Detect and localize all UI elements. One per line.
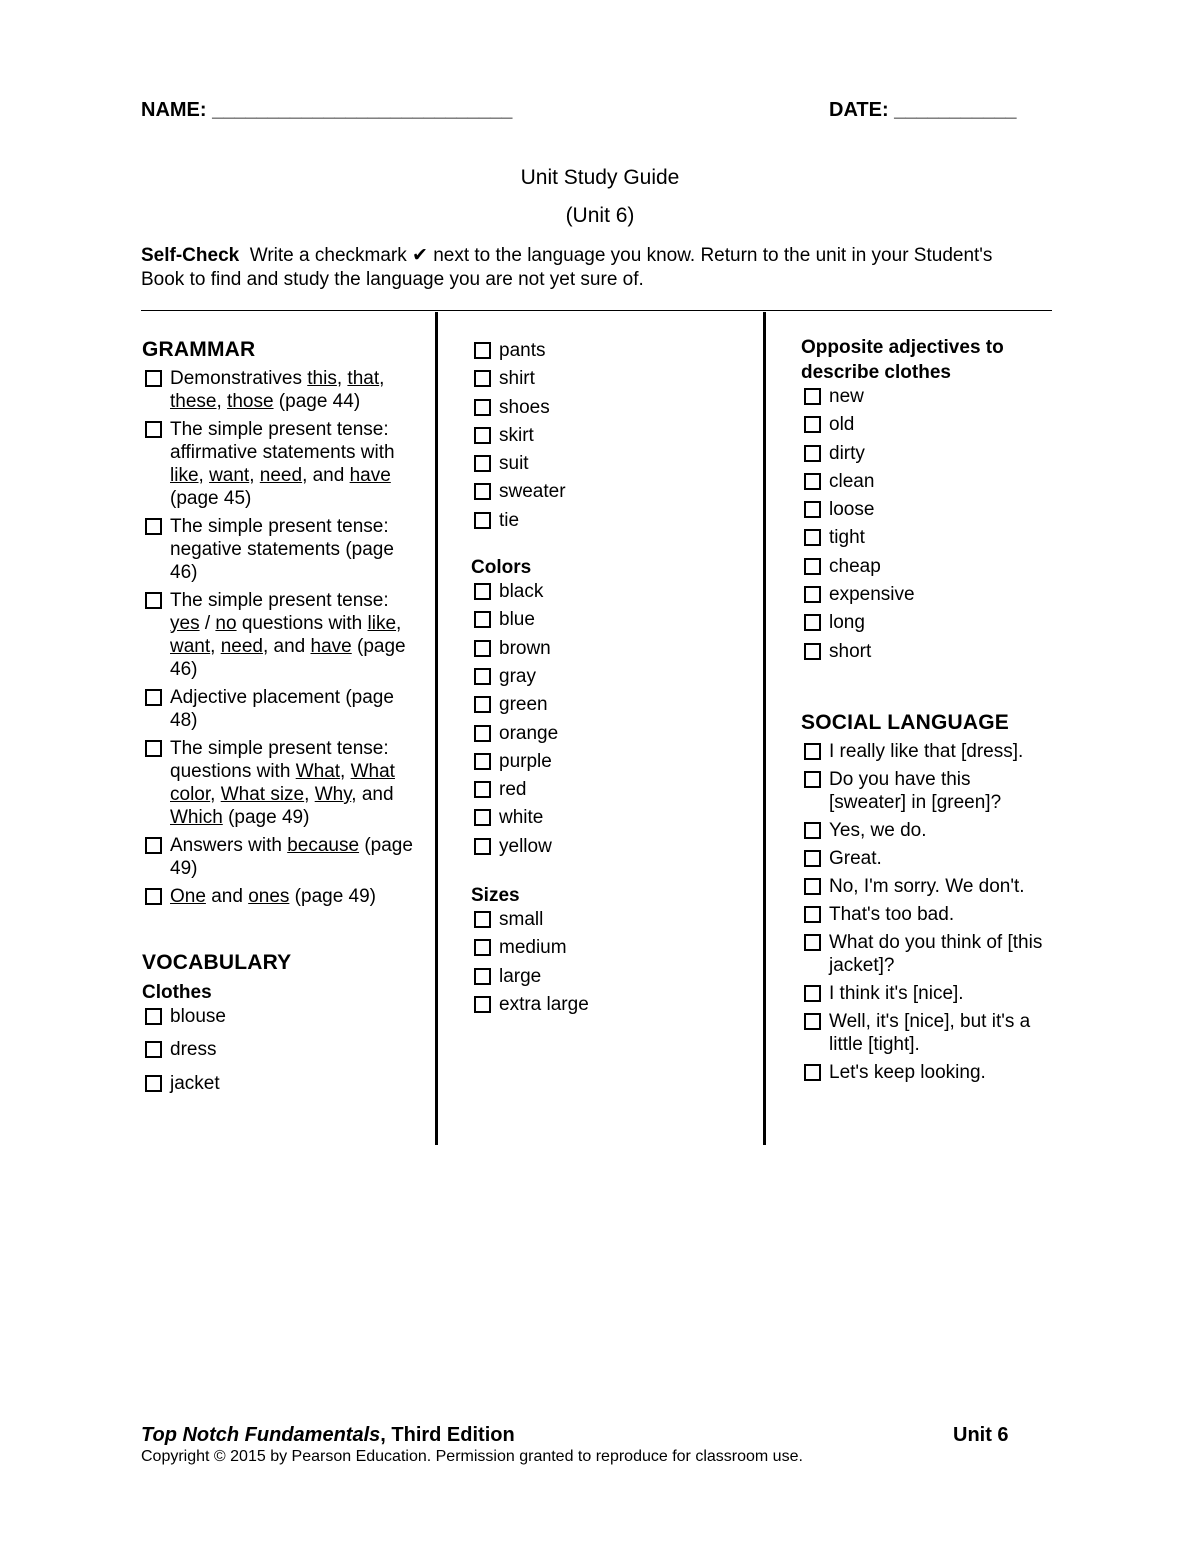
social-item-label: Do you have this [sweater] in [green]? — [829, 768, 1002, 813]
opposite-item-label: clean — [829, 470, 875, 492]
text-fragment: , — [198, 465, 210, 486]
keyword: What size — [220, 784, 305, 805]
clothes-list-2 — [471, 339, 751, 537]
keyword: need — [220, 636, 263, 657]
checkbox[interactable] — [804, 586, 821, 603]
keyword: Which — [170, 807, 223, 828]
keyword: no — [215, 613, 237, 634]
opposite-item-label: old — [829, 414, 855, 436]
opposite-item — [801, 611, 1051, 639]
text-fragment: / — [199, 613, 216, 634]
clothes-item — [471, 424, 751, 452]
social-item-label: I think it's [nice]. — [829, 982, 964, 1004]
text-fragment: , and — [262, 636, 311, 657]
name-field-label: NAME: ___________________________ — [141, 99, 513, 121]
text-fragment: Answers with — [170, 835, 288, 856]
color-item — [471, 580, 751, 608]
clothes-item-label: tie — [499, 509, 520, 531]
size-item — [471, 936, 751, 964]
keyword: those — [227, 391, 274, 412]
social-item — [801, 1010, 1051, 1056]
checkbox[interactable] — [804, 388, 821, 405]
social-item — [801, 847, 1051, 870]
size-item-label: large — [499, 965, 542, 987]
opposite-item — [801, 442, 1051, 470]
social-item — [801, 903, 1051, 926]
vocabulary-heading: VOCABULARY — [142, 951, 292, 974]
color-item-label: gray — [499, 665, 536, 687]
page-title: Unit Study Guide — [520, 166, 680, 189]
text-fragment: The simple present tense: questions with — [170, 738, 389, 782]
text-fragment: (page 46) — [170, 636, 406, 680]
checkbox[interactable] — [474, 427, 491, 444]
text-fragment: , — [210, 784, 221, 805]
opposite-item — [801, 555, 1051, 583]
opposite-item-label: short — [829, 640, 872, 662]
clothes-item — [142, 1072, 422, 1100]
text-fragment: questions with — [236, 613, 368, 634]
opposite-item — [801, 413, 1051, 441]
page-subtitle: (Unit 6) — [565, 204, 635, 227]
text-fragment: , — [379, 368, 385, 389]
social-item — [801, 1061, 1051, 1084]
checkbox[interactable] — [145, 689, 162, 706]
color-item-label: orange — [499, 722, 559, 744]
opposite-item-label: new — [829, 386, 864, 407]
self-check-text: Write a checkmark ✔ next to the language you know. Return to the unit in your Student's Book to find and study the language you are not yet sure of. — [141, 245, 993, 290]
keyword: have — [310, 636, 352, 657]
opposite-item-label: tight — [829, 527, 865, 549]
color-item — [471, 778, 751, 806]
checkbox[interactable] — [145, 1008, 162, 1025]
book-edition: , Third Edition — [380, 1424, 515, 1446]
text-fragment: , — [249, 465, 260, 486]
self-check-label: Self-Check — [141, 245, 240, 266]
color-item-label: yellow — [499, 835, 552, 857]
social-language-heading: SOCIAL LANGUAGE — [801, 710, 1009, 734]
grammar-item-text — [170, 886, 376, 907]
clothes-item-label: sweater — [499, 481, 566, 503]
color-item — [471, 722, 751, 750]
clothes-item — [471, 339, 751, 367]
grammar-heading: GRAMMAR — [142, 338, 256, 361]
social-item — [801, 740, 1051, 763]
checkbox[interactable] — [145, 518, 162, 535]
checkbox[interactable] — [474, 725, 491, 742]
colors-list — [471, 580, 751, 863]
grammar-item — [142, 367, 422, 413]
opposite-item — [801, 470, 1051, 498]
checkbox[interactable] — [474, 996, 491, 1013]
checkbox[interactable] — [474, 939, 491, 956]
keyword: that — [347, 368, 380, 389]
checkbox[interactable] — [474, 696, 491, 713]
text-fragment: and — [205, 886, 249, 907]
checkbox[interactable] — [474, 753, 491, 770]
grammar-item — [142, 515, 422, 584]
keyword: Why — [314, 784, 352, 805]
copyright-notice: Copyright © 2015 by Pearson Education. Permission granted to reproduce for classroom use. — [141, 1448, 803, 1465]
checkbox[interactable] — [804, 501, 821, 518]
checkbox[interactable] — [804, 1013, 821, 1030]
keyword: What color — [170, 761, 395, 805]
grammar-item — [142, 418, 422, 510]
text-fragment: , — [340, 761, 351, 782]
checkbox[interactable] — [145, 837, 162, 854]
checkbox[interactable] — [474, 611, 491, 628]
grammar-item-text — [170, 687, 394, 731]
checkbox[interactable] — [804, 850, 821, 867]
clothes-item-label: skirt — [499, 424, 534, 446]
text-fragment: (page 44) — [273, 391, 361, 412]
social-item — [801, 875, 1051, 898]
color-item-label: black — [499, 581, 544, 603]
checkbox[interactable] — [474, 399, 491, 416]
clothes-item-label: jacket — [170, 1072, 220, 1094]
opposites-list — [801, 385, 1051, 668]
checkbox[interactable] — [474, 838, 491, 855]
grammar-list — [142, 367, 422, 908]
text-fragment: Demonstratives — [170, 368, 308, 389]
footer-unit: Unit 6 — [953, 1424, 1009, 1446]
keyword: want — [209, 465, 250, 486]
clothes-item — [142, 1038, 422, 1066]
size-item — [471, 908, 751, 936]
keyword: these — [170, 391, 217, 412]
section-divider — [141, 310, 1052, 311]
color-item — [471, 637, 751, 665]
checkbox[interactable] — [474, 911, 491, 928]
grammar-item — [142, 589, 422, 681]
opposite-item — [801, 583, 1051, 611]
keyword: want — [170, 636, 211, 657]
size-item-label: small — [499, 909, 544, 931]
checkbox[interactable] — [474, 781, 491, 798]
column-1 — [142, 333, 422, 1105]
grammar-item — [142, 737, 422, 829]
text-fragment: The simple present tense: negative statements (page 46) — [170, 516, 394, 583]
clothes-item — [471, 396, 751, 424]
social-item — [801, 819, 1051, 842]
clothes-item-label: shirt — [499, 368, 535, 390]
clothes-heading: Clothes — [142, 982, 212, 1003]
size-item — [471, 993, 751, 1021]
date-field-label: DATE: ___________ — [829, 99, 1017, 121]
sizes-heading: Sizes — [471, 885, 520, 907]
color-item-label: green — [499, 694, 548, 716]
color-item — [471, 665, 751, 693]
social-item-label: Let's keep looking. — [829, 1061, 986, 1083]
clothes-item-label: blouse — [170, 1006, 226, 1027]
checkbox[interactable] — [474, 342, 491, 359]
keyword: ones — [248, 886, 290, 907]
checkbox[interactable] — [804, 416, 821, 433]
clothes-item-label: pants — [499, 340, 546, 361]
checkbox[interactable] — [145, 888, 162, 905]
text-fragment: , and — [302, 465, 350, 486]
checkbox[interactable] — [804, 614, 821, 631]
column-2 — [471, 339, 751, 1021]
text-fragment: The simple present tense: — [170, 590, 389, 611]
color-item-label: blue — [499, 609, 535, 631]
keyword: need — [259, 465, 303, 486]
opposite-item — [801, 526, 1051, 554]
checkbox[interactable] — [145, 1075, 162, 1092]
checkbox[interactable] — [145, 370, 162, 387]
social-item — [801, 982, 1051, 1005]
grammar-item-text — [170, 835, 413, 879]
grammar-item-text — [170, 516, 394, 583]
colors-heading: Colors — [471, 557, 532, 579]
opposite-item — [801, 640, 1051, 668]
grammar-item — [142, 834, 422, 880]
clothes-item — [142, 1005, 422, 1033]
grammar-item-text — [170, 368, 384, 412]
checkbox[interactable] — [804, 743, 821, 760]
checkbox[interactable] — [804, 1064, 821, 1081]
color-item — [471, 693, 751, 721]
grammar-item — [142, 885, 422, 908]
checkbox[interactable] — [804, 906, 821, 923]
checkbox[interactable] — [804, 985, 821, 1002]
sizes-list — [471, 908, 751, 1021]
keyword: yes — [170, 613, 200, 634]
size-item — [471, 965, 751, 993]
checkbox[interactable] — [474, 809, 491, 826]
color-item — [471, 835, 751, 863]
opposite-item-label: loose — [829, 499, 875, 521]
clothes-item — [471, 367, 751, 395]
social-item-label: Great. — [829, 847, 882, 869]
checkbox[interactable] — [474, 512, 491, 529]
opposite-item — [801, 385, 1051, 413]
social-item-label: Well, it's [nice], but it's a little [tight]. — [829, 1010, 1031, 1055]
color-item-label: red — [499, 779, 527, 801]
text-fragment: , — [304, 784, 315, 805]
column-divider-2 — [763, 312, 766, 1145]
social-item-label: Yes, we do. — [829, 819, 927, 841]
text-fragment: The simple present tense: affirmative statements with — [170, 419, 395, 463]
social-item-label: That's too bad. — [829, 903, 955, 925]
keyword: like — [170, 465, 199, 486]
checkbox[interactable] — [804, 643, 821, 660]
text-fragment: , and — [351, 784, 394, 805]
checkbox[interactable] — [804, 934, 821, 951]
checkbox[interactable] — [145, 740, 162, 757]
self-check-instructions — [141, 244, 1031, 292]
checkbox[interactable] — [804, 558, 821, 575]
clothes-item — [471, 480, 751, 508]
grammar-item-text — [170, 738, 395, 828]
checkbox[interactable] — [474, 640, 491, 657]
checkbox[interactable] — [474, 583, 491, 600]
checkbox[interactable] — [804, 771, 821, 788]
opposite-item — [801, 498, 1051, 526]
checkbox[interactable] — [145, 1041, 162, 1058]
keyword: have — [349, 465, 391, 486]
social-item-label: What do you think of [this jacket]? — [829, 931, 1043, 976]
size-item-label: extra large — [499, 993, 589, 1015]
keyword: because — [287, 835, 360, 856]
social-item — [801, 768, 1051, 814]
keyword: One — [170, 886, 206, 907]
opposites-heading: Opposite adjectives to describe clothes — [801, 337, 1004, 383]
color-item — [471, 806, 751, 834]
size-item-label: medium — [499, 937, 567, 959]
book-title: Top Notch Fundamentals — [141, 1424, 381, 1446]
text-fragment: , — [336, 368, 348, 389]
footer-book-title — [141, 1424, 515, 1447]
checkbox[interactable] — [474, 455, 491, 472]
grammar-item-text — [170, 590, 406, 680]
clothes-item-label: dress — [170, 1039, 217, 1061]
clothes-item — [471, 452, 751, 480]
checkbox[interactable] — [474, 370, 491, 387]
opposite-item-label: dirty — [829, 442, 865, 464]
text-fragment: (page 49) — [222, 807, 310, 828]
checkbox[interactable] — [474, 968, 491, 985]
social-item-label: No, I'm sorry. We don't. — [829, 875, 1025, 897]
column-divider-1 — [435, 312, 438, 1145]
text-fragment: (page 49) — [170, 835, 413, 879]
checkbox[interactable] — [804, 529, 821, 546]
checkbox[interactable] — [804, 878, 821, 895]
checkbox[interactable] — [145, 421, 162, 438]
checkbox[interactable] — [804, 473, 821, 490]
clothes-item-label: shoes — [499, 396, 550, 418]
text-fragment: (page 49) — [289, 886, 377, 907]
checkbox[interactable] — [474, 668, 491, 685]
keyword: What — [295, 761, 341, 782]
grammar-item-text — [170, 419, 395, 509]
color-item-label: brown — [499, 637, 551, 659]
color-item — [471, 750, 751, 778]
color-item-label: white — [499, 807, 544, 829]
color-item — [471, 608, 751, 636]
text-fragment: (page 45) — [170, 488, 252, 509]
clothes-item-label: suit — [499, 453, 529, 475]
opposite-item-label: expensive — [829, 584, 915, 606]
grammar-item — [142, 686, 422, 732]
keyword: like — [367, 613, 397, 634]
column-3 — [801, 335, 1051, 1089]
text-fragment: , — [210, 636, 221, 657]
text-fragment: Adjective placement (page 48) — [170, 687, 394, 731]
text-fragment: , — [396, 613, 402, 634]
color-item-label: purple — [499, 750, 552, 772]
checkbox[interactable] — [145, 592, 162, 609]
keyword: this — [307, 368, 337, 389]
checkbox[interactable] — [804, 445, 821, 462]
text-fragment: , — [216, 391, 228, 412]
social-language-list — [801, 740, 1051, 1084]
clothes-item — [471, 509, 751, 537]
checkbox[interactable] — [804, 822, 821, 839]
checkbox[interactable] — [474, 483, 491, 500]
opposite-item-label: long — [829, 612, 865, 634]
social-item-label: I really like that [dress]. — [829, 740, 1024, 762]
clothes-list-1 — [142, 1005, 422, 1100]
social-item — [801, 931, 1051, 977]
opposite-item-label: cheap — [829, 555, 881, 577]
